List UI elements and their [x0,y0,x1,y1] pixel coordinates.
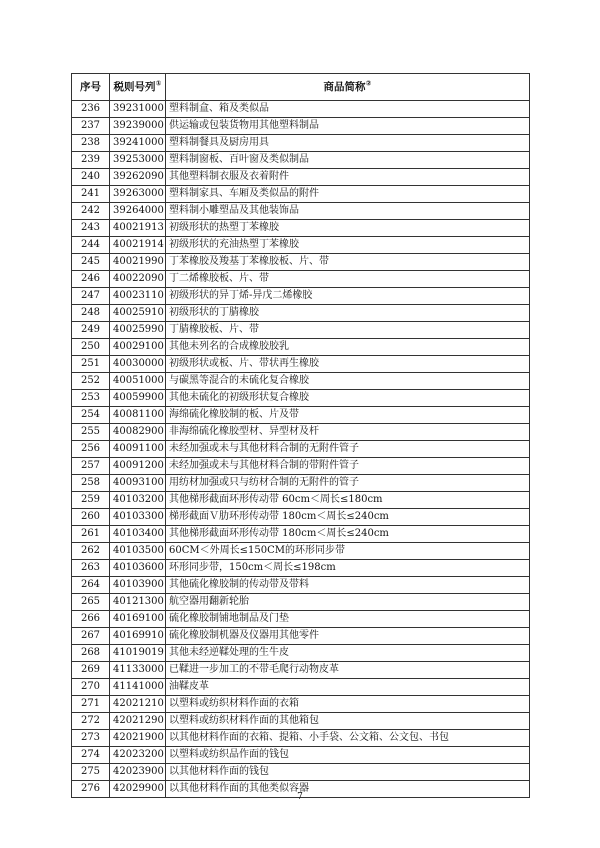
cell-serial-number: 268 [72,645,110,662]
cell-serial-number: 253 [72,390,110,407]
table-row [72,135,530,152]
cell-tariff-code: 40025990 [110,322,166,339]
table-row [72,594,530,611]
table-row [72,696,530,713]
cell-product-name: 海绵硫化橡胶制的板、片及带 [166,407,530,424]
cell-serial-number: 260 [72,509,110,526]
table-row [72,220,530,237]
table-row [72,322,530,339]
table-row [72,458,530,475]
cell-serial-number: 240 [72,169,110,186]
table-header-row [72,74,530,101]
table-row [72,356,530,373]
table-row [72,237,530,254]
cell-tariff-code: 40103900 [110,577,166,594]
cell-product-name: 其他未列名的合成橡胶胶乳 [166,339,530,356]
cell-product-name: 初级形状或板、片、带状再生橡胶 [166,356,530,373]
cell-tariff-code: 39262090 [110,169,166,186]
table-row [72,645,530,662]
cell-tariff-code: 40021990 [110,254,166,271]
cell-product-name: 初级形状的热塑丁苯橡胶 [166,220,530,237]
cell-tariff-code: 39231000 [110,101,166,118]
table-row [72,118,530,135]
cell-serial-number: 263 [72,560,110,577]
cell-product-name: 以其他材料作面的钱包 [166,764,530,781]
cell-serial-number: 273 [72,730,110,747]
table-row [72,203,530,220]
cell-tariff-code: 40022090 [110,271,166,288]
cell-product-name: 环形同步带，150cm＜周长≤198cm [166,560,530,577]
cell-product-name: 塑料制小雕塑品及其他装饰品 [166,203,530,220]
table-row [72,288,530,305]
cell-product-name: 硫化橡胶制机器及仪器用其他零件 [166,628,530,645]
cell-tariff-code: 42021900 [110,730,166,747]
cell-tariff-code: 42023900 [110,764,166,781]
cell-serial-number: 246 [72,271,110,288]
cell-serial-number: 257 [72,458,110,475]
cell-product-name: 未经加强或未与其他材料合制的带附件管子 [166,458,530,475]
cell-serial-number: 276 [72,781,110,798]
cell-serial-number: 241 [72,186,110,203]
cell-serial-number: 261 [72,526,110,543]
cell-serial-number: 247 [72,288,110,305]
table-row [72,339,530,356]
table-row [72,577,530,594]
cell-product-name: 塑料制窗板、百叶窗及类似制品 [166,152,530,169]
cell-tariff-code: 40025910 [110,305,166,322]
table-row [72,509,530,526]
table-row [72,152,530,169]
table-row [72,679,530,696]
cell-product-name: 初级形状的充油热塑丁苯橡胶 [166,237,530,254]
cell-serial-number: 239 [72,152,110,169]
cell-product-name: 与碳黑等混合的未硫化复合橡胶 [166,373,530,390]
table-body [72,101,530,798]
cell-serial-number: 269 [72,662,110,679]
cell-product-name: 梯形截面Ｖ肋环形传动带 180cm＜周长≤240cm [166,509,530,526]
table-row [72,475,530,492]
cell-serial-number: 264 [72,577,110,594]
cell-product-name: 以塑料或纺织材料作面的衣箱 [166,696,530,713]
cell-serial-number: 250 [72,339,110,356]
cell-tariff-code: 40169100 [110,611,166,628]
cell-tariff-code: 40091100 [110,441,166,458]
cell-serial-number: 274 [72,747,110,764]
table-row [72,662,530,679]
cell-serial-number: 236 [72,101,110,118]
table-row [72,305,530,322]
table-row [72,254,530,271]
table-row [72,560,530,577]
cell-tariff-code: 39241000 [110,135,166,152]
cell-tariff-code: 40023110 [110,288,166,305]
cell-serial-number: 265 [72,594,110,611]
table-row [72,424,530,441]
cell-serial-number: 266 [72,611,110,628]
table-row [72,373,530,390]
cell-product-name: 塑料制餐具及厨房用具 [166,135,530,152]
cell-product-name: 用纺材加强或只与纺材合制的无附件的管子 [166,475,530,492]
cell-serial-number: 259 [72,492,110,509]
cell-tariff-code: 41133000 [110,662,166,679]
cell-product-name: 初级形状的丁腈橡胶 [166,305,530,322]
cell-product-name: 未经加强或未与其他材料合制的无附件管子 [166,441,530,458]
cell-serial-number: 251 [72,356,110,373]
cell-serial-number: 254 [72,407,110,424]
table-row [72,526,530,543]
cell-tariff-code: 40169910 [110,628,166,645]
cell-product-name: 以塑料或纺织材料作面的其他箱包 [166,713,530,730]
cell-product-name: 初级形状的异丁烯-异戊二烯橡胶 [166,288,530,305]
cell-product-name: 非海绵硫化橡胶型材、异型材及杆 [166,424,530,441]
cell-serial-number: 249 [72,322,110,339]
cell-product-name: 其他未经逆鞣处理的生牛皮 [166,645,530,662]
cell-tariff-code: 40091200 [110,458,166,475]
cell-serial-number: 237 [72,118,110,135]
cell-serial-number: 243 [72,220,110,237]
table-row [72,730,530,747]
table-row [72,186,530,203]
cell-serial-number: 262 [72,543,110,560]
cell-tariff-code: 40103300 [110,509,166,526]
cell-product-name: 以塑料或纺织品作面的钱包 [166,747,530,764]
cell-product-name: 以其他材料作面的其他类似容器 [166,781,530,798]
table-row [72,543,530,560]
table-row [72,441,530,458]
cell-product-name: 其他未硫化的初级形状复合橡胶 [166,390,530,407]
page-number: 7 [297,792,303,802]
cell-product-name: 以其他材料作面的衣箱、提箱、小手袋、公文箱、公文包、书包 [166,730,530,747]
cell-tariff-code: 39239000 [110,118,166,135]
cell-product-name: 已鞣进一步加工的不带毛爬行动物皮革 [166,662,530,679]
cell-tariff-code: 42023200 [110,747,166,764]
cell-product-name: 丁二烯橡胶板、片、带 [166,271,530,288]
cell-product-name: 其他梯形截面环形传动带 180cm＜周长≤240cm [166,526,530,543]
table-row [72,407,530,424]
table-row [72,101,530,118]
cell-tariff-code: 40121300 [110,594,166,611]
cell-serial-number: 272 [72,713,110,730]
cell-tariff-code: 41019019 [110,645,166,662]
cell-product-name: 60CM＜外周长≤150CM的环形同步带 [166,543,530,560]
cell-tariff-code: 40081100 [110,407,166,424]
cell-tariff-code: 39264000 [110,203,166,220]
cell-tariff-code: 40103600 [110,560,166,577]
cell-tariff-code: 40051000 [110,373,166,390]
cell-tariff-code: 39253000 [110,152,166,169]
cell-serial-number: 270 [72,679,110,696]
cell-tariff-code: 40021913 [110,220,166,237]
table-row [72,271,530,288]
cell-serial-number: 256 [72,441,110,458]
table-row [72,611,530,628]
table-row [72,747,530,764]
cell-tariff-code: 40103500 [110,543,166,560]
cell-tariff-code: 42029900 [110,781,166,798]
header-tariff-code: 税则号列① [110,74,166,101]
cell-serial-number: 245 [72,254,110,271]
footnote-mark-2: ② [365,79,372,88]
cell-serial-number: 267 [72,628,110,645]
cell-serial-number: 258 [72,475,110,492]
cell-product-name: 其他硫化橡胶制的传动带及带料 [166,577,530,594]
cell-serial-number: 255 [72,424,110,441]
cell-product-name: 其他塑料制衣服及衣着附件 [166,169,530,186]
cell-product-name: 丁苯橡胶及羧基丁苯橡胶板、片、带 [166,254,530,271]
table-row [72,492,530,509]
cell-tariff-code: 42021290 [110,713,166,730]
cell-tariff-code: 41141000 [110,679,166,696]
cell-tariff-code: 40021914 [110,237,166,254]
footnote-mark-1: ① [155,79,162,88]
cell-tariff-code: 40059900 [110,390,166,407]
cell-product-name: 油鞣皮革 [166,679,530,696]
header-product-name: 商品简称② [166,74,530,101]
table-row [72,628,530,645]
cell-serial-number: 238 [72,135,110,152]
cell-product-name: 供运输或包装货物用其他塑料制品 [166,118,530,135]
cell-serial-number: 248 [72,305,110,322]
cell-product-name: 其他梯形截面环形传动带 60cm＜周长≤180cm [166,492,530,509]
table-row [72,713,530,730]
table-row [72,169,530,186]
cell-tariff-code: 40103400 [110,526,166,543]
table-row [72,764,530,781]
cell-tariff-code: 39263000 [110,186,166,203]
table-row [72,390,530,407]
cell-product-name: 硫化橡胶制铺地制品及门垫 [166,611,530,628]
cell-serial-number: 242 [72,203,110,220]
cell-tariff-code: 40030000 [110,356,166,373]
cell-tariff-code: 42021210 [110,696,166,713]
cell-serial-number: 271 [72,696,110,713]
cell-serial-number: 252 [72,373,110,390]
cell-product-name: 丁腈橡胶板、片、带 [166,322,530,339]
cell-serial-number: 275 [72,764,110,781]
header-serial-number: 序号 [72,74,110,101]
cell-tariff-code: 40029100 [110,339,166,356]
cell-product-name: 航空器用翻新轮胎 [166,594,530,611]
cell-tariff-code: 40103200 [110,492,166,509]
cell-tariff-code: 40082900 [110,424,166,441]
cell-serial-number: 244 [72,237,110,254]
cell-product-name: 塑料制盒、箱及类似品 [166,101,530,118]
tariff-table [71,73,530,798]
cell-product-name: 塑料制家具、车厢及类似品的附件 [166,186,530,203]
cell-tariff-code: 40093100 [110,475,166,492]
